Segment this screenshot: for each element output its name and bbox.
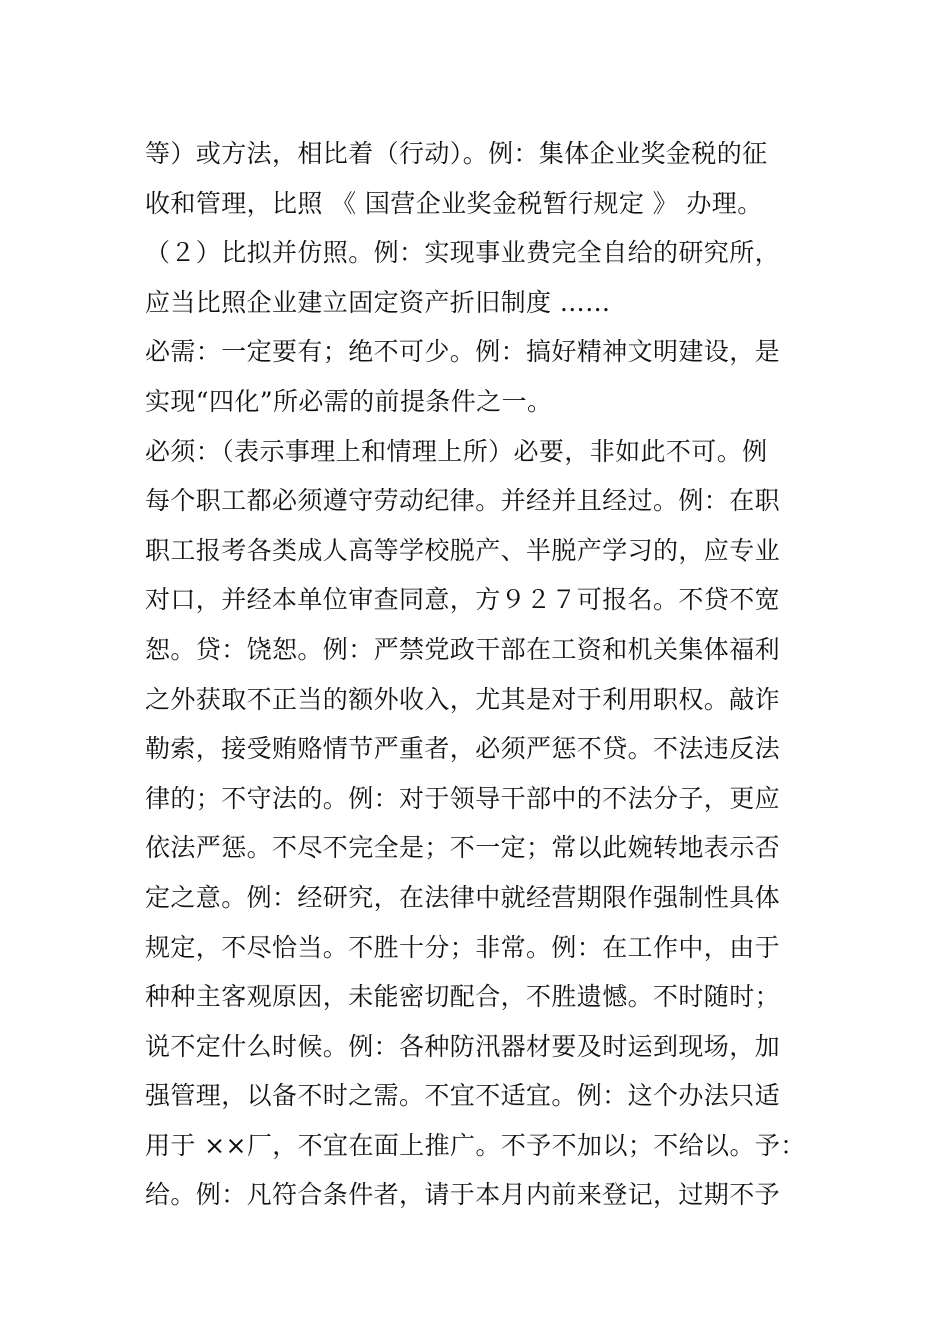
- text-line: （２）比拟并仿照。例：实现事业费完全自给的研究所，: [145, 238, 781, 268]
- text-line: 依法严惩。不尽不完全是；不一定；常以此婉转地表示否: [145, 833, 781, 863]
- text-line: 对口，并经本单位审查同意，方９２７可报名。不贷不宽: [145, 585, 781, 615]
- text-line: 用于 ××厂，不宜在面上推广。不予不加以；不给以。予：: [145, 1130, 806, 1160]
- body-text: [145, 129, 825, 1220]
- text-line: 职工报考各类成人高等学校脱产、半脱产学习的，应专业: [145, 535, 781, 565]
- text-line: 勒索，接受贿赂情节严重者，必须严惩不贷。不法违反法: [145, 734, 781, 764]
- text-line: 律的；不守法的。例：对于领导干部中的不法分子，更应: [145, 783, 781, 813]
- text-line: 说不定什么时候。例：各种防汛器材要及时运到现场，加: [145, 1031, 781, 1061]
- text-line: 规定，不尽恰当。不胜十分；非常。例：在工作中，由于: [145, 932, 781, 962]
- text-line: 必须：（表示事理上和情理上所）必要，非如此不可。例: [145, 436, 768, 466]
- text-line: 收和管理，比照 《 国营企业奖金税暂行规定 》 办理。: [145, 188, 763, 218]
- text-line: 每个职工都必须遵守劳动纪律。并经并且经过。例：在职: [145, 486, 781, 516]
- text-line: 给。例：凡符合条件者，请于本月内前来登记，过期不予: [145, 1180, 781, 1210]
- text-line: 应当比照企业建立固定资产折旧制度 ……: [145, 287, 611, 317]
- text-line: 之外获取不正当的额外收入，尤其是对于利用职权。敲诈: [145, 684, 781, 714]
- text-line: 定之意。例：经研究，在法律中就经营期限作强制性具体: [145, 882, 781, 912]
- text-line: 种种主客观原因，未能密切配合，不胜遗憾。不时随时；: [145, 982, 781, 1012]
- text-line: 强管理，以备不时之需。不宜不适宜。例：这个办法只适: [145, 1081, 781, 1111]
- text-line: 等）或方法，相比着（行动）。例：集体企业奖金税的征: [145, 139, 768, 168]
- text-line: 必需：一定要有；绝不可少。例：搞好精神文明建设，是: [145, 337, 781, 367]
- text-line: 恕。贷：饶恕。例：严禁党政干部在工资和机关集体福利: [145, 634, 781, 664]
- text-line: 实现“四化”所必需的前提条件之一。: [145, 386, 553, 416]
